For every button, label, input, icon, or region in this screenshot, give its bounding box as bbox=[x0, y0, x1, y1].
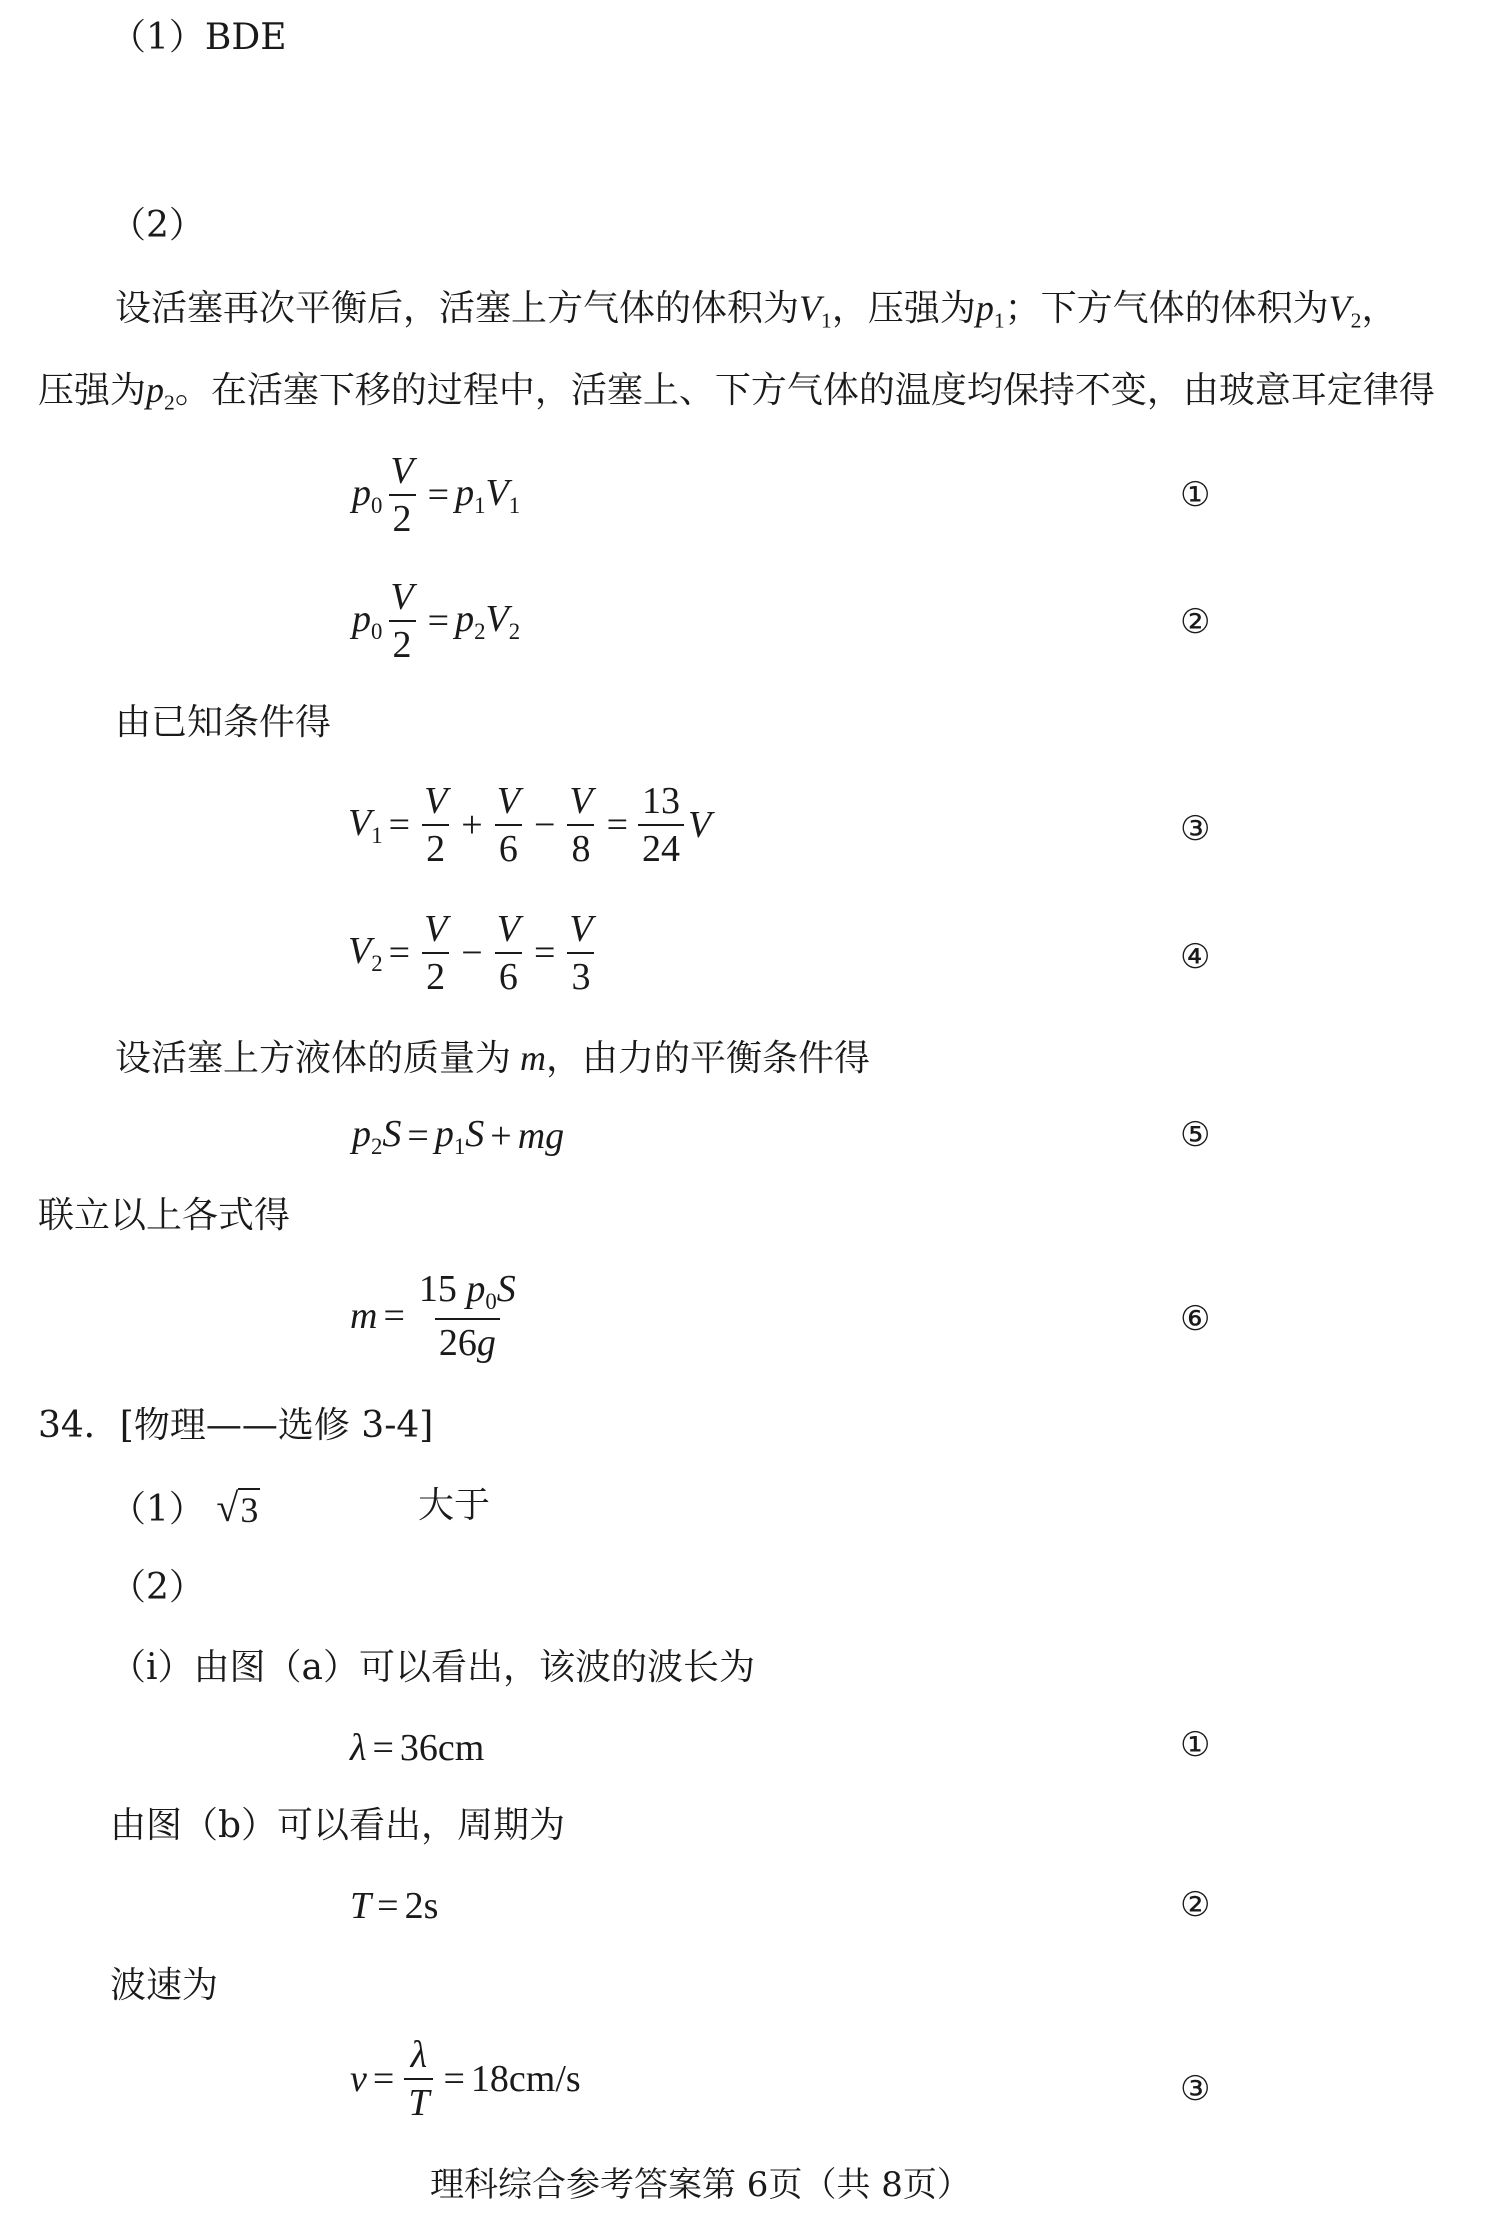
eq-marker-3: ③ bbox=[1180, 809, 1211, 849]
page-footer: 理科综合参考答案第 6页（共 8页） bbox=[430, 2165, 971, 2205]
equation-1: $p_0$ $\frac{V}{2}$ = $p_1V_1$ bbox=[352, 450, 521, 540]
eq-marker-2: ② bbox=[1180, 602, 1211, 642]
q33-part2-label: （2） bbox=[110, 205, 205, 246]
equation-4: $V_2$ = $\frac{V}{2}$ − $\frac{V}{6}$ = $\frac{V}{3}$ bbox=[348, 908, 593, 998]
eq-marker-6: ⑥ bbox=[1180, 1299, 1211, 1339]
q34-part1-answer: 大于 bbox=[418, 1485, 491, 1526]
equation-34-2: T = 2s bbox=[350, 1885, 439, 1927]
eq34-marker-1: ① bbox=[1180, 1725, 1211, 1765]
q34-i-text: （i）由图（a）可以看出，该波的波长为 bbox=[110, 1647, 755, 1688]
q33-para1: 设活塞再次平衡后，活塞上方气体的体积为$V_1$，压强为$p_1$；下方气体的体积为$V_2$， bbox=[115, 288, 1398, 333]
eq-marker-1: ① bbox=[1180, 475, 1211, 515]
equation-34-1: λ = 36cm bbox=[350, 1727, 485, 1769]
q33-combine: 联立以上各式得 bbox=[38, 1195, 291, 1236]
q33-mass-text: 设活塞上方液体的质量为 m，由力的平衡条件得 bbox=[115, 1038, 871, 1079]
eq-marker-5: ⑤ bbox=[1180, 1115, 1211, 1155]
equation-34-3: v = $\frac{\lambda}{T}$ = 18cm/s bbox=[350, 2034, 581, 2124]
q34-part2-label: （2） bbox=[110, 1567, 205, 1608]
equation-5: $p_2S$ = $p_1S$ + mg bbox=[352, 1113, 565, 1159]
equation-6: m = $\frac{15 p_0S}{26g}$ bbox=[350, 1268, 516, 1364]
eq-marker-4: ④ bbox=[1180, 937, 1211, 977]
eq34-marker-2: ② bbox=[1180, 1885, 1211, 1925]
q34-b-text: 由图（b）可以看出，周期为 bbox=[110, 1805, 566, 1846]
eq34-marker-3: ③ bbox=[1180, 2069, 1211, 2109]
q33-known: 由已知条件得 bbox=[115, 702, 332, 743]
sqrt-icon: √ 3 bbox=[216, 1485, 259, 1530]
q33-para2: 压强为$p_2$。在活塞下移的过程中，活塞上、下方气体的温度均保持不变，由玻意耳定律得 bbox=[38, 370, 1435, 415]
q33-part1: （1）BDE bbox=[110, 17, 287, 58]
q34-speed-text: 波速为 bbox=[110, 1965, 219, 2006]
equation-3: $V_1$ = $\frac{V}{2}$ + $\frac{V}{6}$ − $\frac{V}{8}$ = $\frac{13}{24}$ V bbox=[348, 780, 712, 870]
equation-2: $p_0$ $\frac{V}{2}$ = $p_2V_2$ bbox=[352, 576, 521, 666]
q34-part1: （1） √ 3 bbox=[110, 1485, 259, 1530]
q34-heading: 34．[物理——选修 3-4] bbox=[38, 1405, 434, 1446]
